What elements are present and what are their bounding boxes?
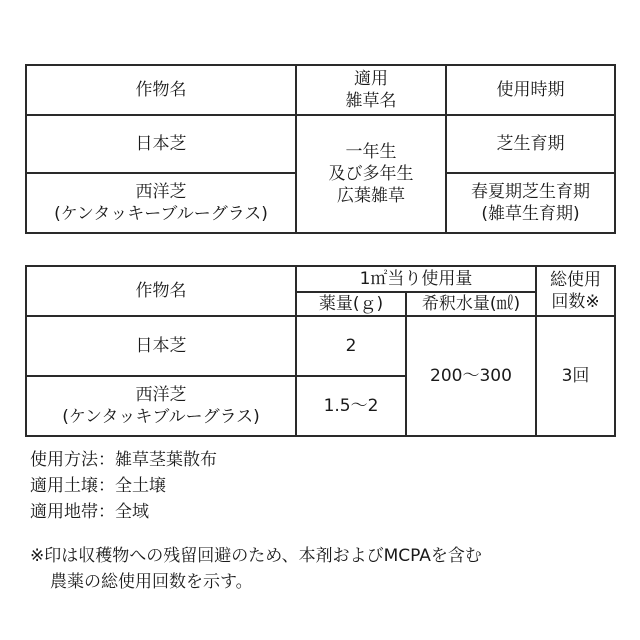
- crop-cell: 日本芝: [26, 316, 296, 376]
- dose-cell: 1.5〜2: [296, 376, 406, 436]
- usage-table: [25, 64, 616, 234]
- count-header: 総使用 回数※: [536, 266, 615, 316]
- weed-header: 適用 雑草名: [296, 65, 446, 115]
- dose-cell: 2: [296, 316, 406, 376]
- usage-info: [30, 447, 217, 525]
- footnote-line: ※印は収穫物への残留回避のため、本剤およびMCPAを含む: [30, 546, 482, 566]
- area-text: 適用地帯：全域: [30, 502, 149, 522]
- table-header-row: [26, 65, 615, 115]
- crop-header: 作物名: [26, 65, 296, 115]
- period-header: 使用時期: [446, 65, 615, 115]
- footnote-line: 農薬の総使用回数を示す。: [50, 572, 253, 592]
- crop-header: 作物名: [26, 266, 296, 316]
- count-cell: 3回: [536, 316, 615, 436]
- per-area-header: 1㎡当り使用量: [296, 266, 536, 292]
- soil-text: 適用土壌：全土壌: [30, 476, 166, 496]
- period-cell: 春夏期芝生育期 (雑草生育期): [446, 173, 615, 233]
- crop-cell: 西洋芝 (ケンタッキーブルーグラス): [26, 173, 296, 233]
- weed-cell: 一年生 及び多年生 広葉雑草: [296, 115, 446, 233]
- dosage-table: [25, 265, 616, 437]
- table-header-row: [26, 266, 615, 292]
- table-row: [26, 316, 615, 376]
- period-cell: 芝生育期: [446, 115, 615, 173]
- crop-cell: 日本芝: [26, 115, 296, 173]
- table-row: [26, 115, 615, 173]
- dose-header: 薬量(ｇ): [296, 292, 406, 316]
- water-header: 希釈水量(㎖): [406, 292, 536, 316]
- water-cell: 200〜300: [406, 316, 536, 436]
- crop-cell: 西洋芝 (ケンタッキブルーグラス): [26, 376, 296, 436]
- method-text: 使用方法：雑草茎葉散布: [30, 450, 217, 470]
- footnote: [30, 543, 482, 595]
